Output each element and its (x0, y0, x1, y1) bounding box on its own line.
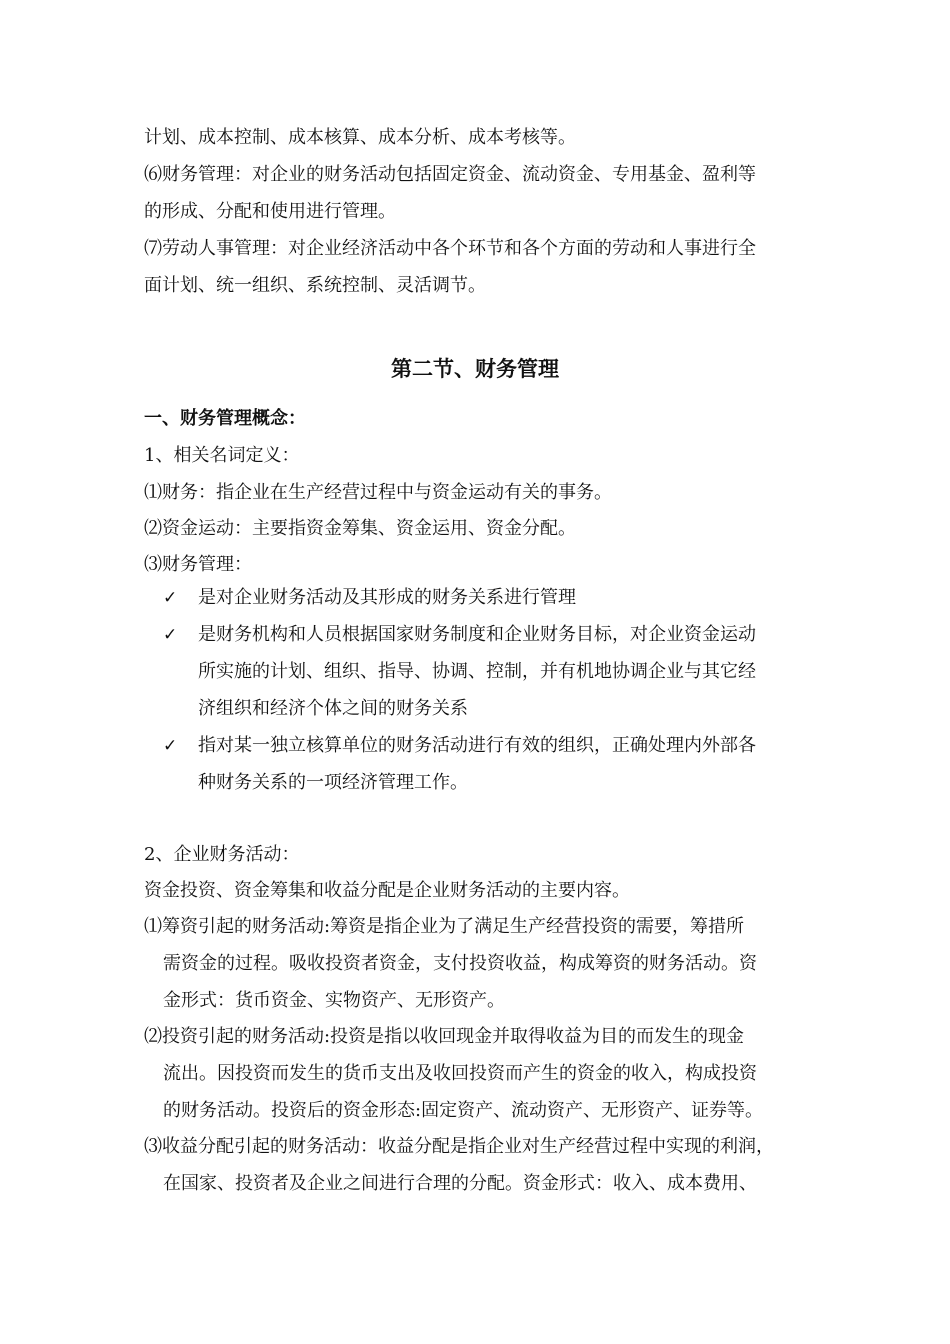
item6-line2: 的形成、分配和使用进行管理。 (144, 201, 396, 222)
bullet-line: 是对企业财务活动及其形成的财务关系进行管理 (198, 587, 576, 608)
checkmark-icon: ✓ (163, 625, 178, 645)
activity-distribution-line: ⑶收益分配引起的财务活动：收益分配是指企业对生产经营过程中实现的利润， (144, 1136, 774, 1157)
item6-line1: ⑹财务管理：对企业的财务活动包括固定资金、流动资金、专用基金、盈利等 (144, 164, 756, 185)
checkmark-icon: ✓ (163, 588, 178, 608)
bullet-line: 济组织和经济个体之间的财务关系 (198, 698, 468, 719)
checkmark-icon: ✓ (163, 736, 178, 756)
activity-investment-line: ⑵投资引起的财务活动:投资是指以收回现金并取得收益为目的而发生的现金 (144, 1026, 745, 1047)
sub-heading-definitions: 1、相关名词定义： (144, 445, 300, 466)
activity-financing-line: ⑴筹资引起的财务活动:筹资是指企业为了满足生产经营投资的需要，筹措所 (144, 916, 745, 937)
intro-line: 计划、成本控制、成本核算、成本分析、成本考核等。 (144, 127, 576, 148)
activities-intro: 资金投资、资金筹集和收益分配是企业财务活动的主要内容。 (144, 880, 630, 901)
bullet-line: 指对某一独立核算单位的财务活动进行有效的组织，正确处理内外部各 (198, 735, 756, 756)
activity-investment-line: 的财务活动。投资后的资金形态:固定资产、流动资产、无形资产、证券等。 (163, 1100, 764, 1121)
definition-fund-movement: ⑵资金运动：主要指资金筹集、资金运用、资金分配。 (144, 518, 576, 539)
bullet-line: 种财务关系的一项经济管理工作。 (198, 772, 468, 793)
item7-line2: 面计划、统一组织、系统控制、灵活调节。 (144, 275, 486, 296)
activity-financing-line: 金形式：货币资金、实物资产、无形资产。 (163, 990, 505, 1011)
section-title: 第二节、财务管理 (391, 356, 559, 381)
sub-heading-activities: 2、企业财务活动： (144, 844, 300, 865)
activity-financing-line: 需资金的过程。吸收投资者资金，支付投资收益，构成筹资的财务活动。资 (163, 953, 757, 974)
bullet-line: 所实施的计划、组织、指导、协调、控制，并有机地协调企业与其它经 (198, 661, 756, 682)
activity-distribution-line: 在国家、投资者及企业之间进行合理的分配。资金形式：收入、成本费用、 (163, 1173, 757, 1194)
definition-finance: ⑴财务：指企业在生产经营过程中与资金运动有关的事务。 (144, 482, 612, 503)
definition-financial-management: ⑶财务管理： (144, 554, 252, 575)
subheading-concept: 一、财务管理概念： (144, 408, 306, 429)
item7-line1: ⑺劳动人事管理：对企业经济活动中各个环节和各个方面的劳动和人事进行全 (144, 238, 756, 259)
bullet-line: 是财务机构和人员根据国家财务制度和企业财务目标，对企业资金运动 (198, 624, 756, 645)
activity-investment-line: 流出。因投资而发生的货币支出及收回投资而产生的资金的收入，构成投资 (163, 1063, 757, 1084)
